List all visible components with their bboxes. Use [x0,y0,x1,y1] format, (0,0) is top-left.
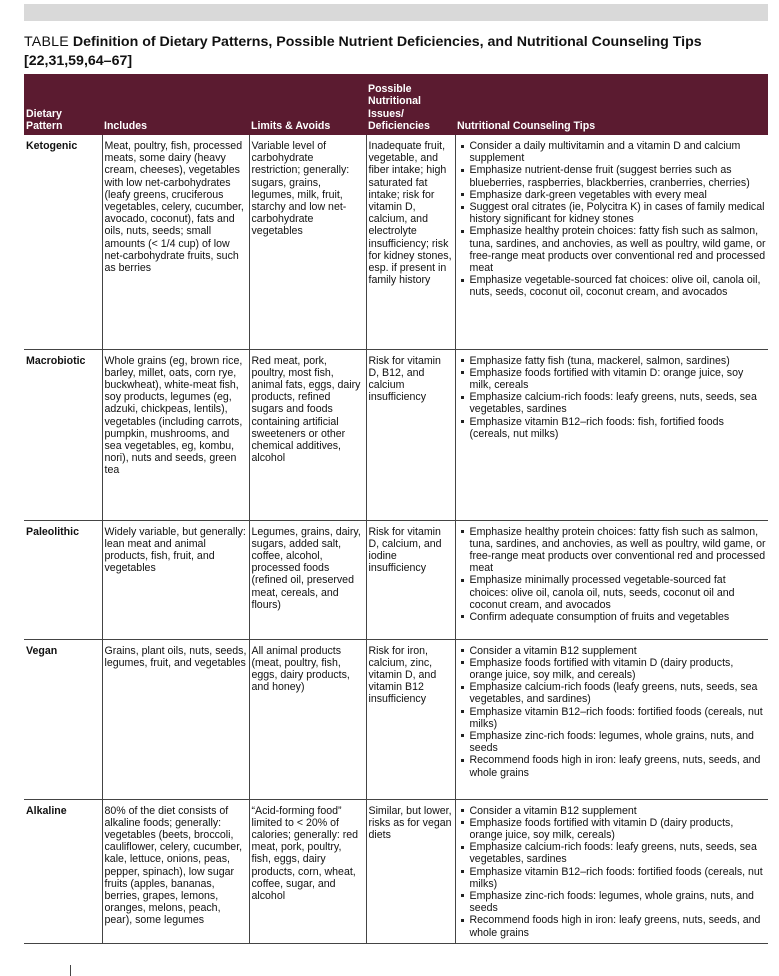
table-caption [24,33,768,71]
tips-list [459,645,767,779]
tip-item: Consider a daily multivitamin and a vitamin D and calcium supplement [459,140,767,164]
tip-item: Emphasize vitamin B12–rich foods: fish, fortified foods (cereals, nut milks) [459,416,767,440]
table-row [24,349,768,520]
header-limits: Limits & Avoids [249,74,366,135]
tips-list [459,140,767,299]
tip-item: Recommend foods high in iron: leafy greens, nuts, seeds, and whole grains [459,754,767,778]
tip-item: Recommend foods high in iron: leafy greens, nuts, seeds, and whole grains [459,914,767,938]
diet-table [24,74,768,944]
tips-list [459,526,767,624]
caption-title: Definition of Dietary Patterns, Possible Nutrient Deficiencies, and Nutritional Counseling Tips [22,31,59,64–67] [24,34,702,69]
tip-item: Emphasize dark-green vegetables with every meal [459,189,767,201]
header-row [24,74,768,135]
issues-cell: Risk for vitamin D, calcium, and iodine insufficiency [366,520,455,639]
limits-cell: All animal products (meat, poultry, fish, eggs, dairy products, and honey) [249,639,366,799]
pattern-cell: Ketogenic [24,135,102,349]
limits-cell: “Acid-forming food” limited to < 20% of calories; generally: red meat, pork, poultry, fish, eggs, dairy products, corn, wheat, coffee, sugar, and alcohol [249,799,366,943]
header-pattern: Dietary Pattern [24,74,102,135]
includes-cell: Grains, plant oils, nuts, seeds, legumes, fruit, and vegetables [102,639,249,799]
table-row [24,520,768,639]
table-row [24,135,768,349]
header-includes: Includes [102,74,249,135]
table-row [24,799,768,943]
tip-item: Emphasize fatty fish (tuna, mackerel, salmon, sardines) [459,355,767,367]
limits-cell: Variable level of carbohydrate restriction; generally: sugars, grains, legumes, milk, fruit, starchy and low net-carbohydrate vegetables [249,135,366,349]
header-tips: Nutritional Counseling Tips [455,74,768,135]
tip-item: Emphasize zinc-rich foods: legumes, whole grains, nuts, and seeds [459,890,767,914]
tip-item: Emphasize vitamin B12–rich foods: fortified foods (cereals, nut milks) [459,866,767,890]
tips-cell [455,135,768,349]
issues-cell: Risk for vitamin D, B12, and calcium insufficiency [366,349,455,520]
tip-item: Emphasize calcium-rich foods: leafy greens, nuts, seeds, sea vegetables, sardines [459,391,767,415]
limits-cell: Red meat, pork, poultry, most fish, animal fats, eggs, dairy products, refined sugars and foods containing artificial sweeteners or other chemical additives, alcohol [249,349,366,520]
tip-item: Consider a vitamin B12 supplement [459,645,767,657]
tips-cell [455,349,768,520]
tip-item: Emphasize calcium-rich foods: leafy greens, nuts, seeds, sea vegetables, sardines [459,841,767,865]
pattern-cell: Vegan [24,639,102,799]
tip-item: Emphasize healthy protein choices: fatty fish such as salmon, tuna, sardines, and anchovies, as well as poultry, wild game, or free-range meat products over conventional red and processed meat [459,225,767,274]
issues-cell: Risk for iron, calcium, zinc, vitamin D, and vitamin B12 insufficiency [366,639,455,799]
tip-item: Suggest oral citrates (ie, Polycitra K) in cases of family medical history significant for kidney stones [459,201,767,225]
tip-item: Emphasize foods fortified with vitamin D (dairy products, orange juice, soy milk, and cereals) [459,657,767,681]
tip-item: Emphasize foods fortified with vitamin D (dairy products, orange juice, soy milk, cereals) [459,817,767,841]
pattern-cell: Alkaline [24,799,102,943]
pattern-cell: Paleolithic [24,520,102,639]
tips-cell [455,639,768,799]
header-issues: Possible Nutritional Issues/ Deficiencies [366,74,455,135]
table-row [24,639,768,799]
tip-item: Emphasize zinc-rich foods: legumes, whole grains, nuts, and seeds [459,730,767,754]
tip-item: Consider a vitamin B12 supplement [459,805,767,817]
pattern-cell: Macrobiotic [24,349,102,520]
includes-cell: Whole grains (eg, brown rice, barley, millet, oats, corn rye, buckwheat), white-meat fish, soy products, legumes (eg, adzuki, chickpeas, lentils), vegetables (including carrots, pumpkin, mushrooms, and sea vegetables, eg, kombu, nori), nuts and seeds, green tea [102,349,249,520]
includes-cell: Meat, poultry, fish, processed meats, some dairy (heavy cream, cheeses), vegetables with low net-carbohydrates (leafy greens, cruciferous vegetables, celery, cucumber, avocado, coconut), fats and oils, nuts, seeds; small amounts (< 1/4 cup) of low net-carbohydrate fruits, such as berries [102,135,249,349]
caption-lead: TABLE [24,34,69,50]
tip-item: Emphasize minimally processed vegetable-sourced fat choices: olive oil, canola oil, nuts, seeds, coconut oil and coconut cream, and avocados [459,574,767,611]
tip-item: Emphasize nutrient-dense fruit (suggest berries such as blueberries, raspberries, blackberries, cranberries, cherries) [459,164,767,188]
tip-item: Emphasize foods fortified with vitamin D: orange juice, soy milk, cereals [459,367,767,391]
issues-cell: Inadequate fruit, vegetable, and fiber intake; high saturated fat intake; risk for vitamin D, calcium, and electrolyte insufficiency; risk for kidney stones, esp. if present in family history [366,135,455,349]
tips-cell [455,520,768,639]
tip-item: Emphasize calcium-rich foods (leafy greens, nuts, seeds, sea vegetables, and sardines) [459,681,767,705]
issues-cell: Similar, but lower, risks as for vegan diets [366,799,455,943]
tip-item: Emphasize healthy protein choices: fatty fish such as salmon, tuna, sardines, and anchovies, as well as poultry, wild game, or free-range meat products over conventional red and processed meat [459,526,767,575]
tips-cell [455,799,768,943]
includes-cell: 80% of the diet consists of alkaline foods; generally: vegetables (beets, broccoli, cauliflower, celery, cucumber, kale, lettuce, onions, peas, pepper, spinach), low sugar fruits (apples, bananas, berries, grapes, lemons, oranges, melons, peach, pear), some legumes [102,799,249,943]
tip-item: Confirm adequate consumption of fruits and vegetables [459,611,767,623]
tip-item: Emphasize vegetable-sourced fat choices: olive oil, canola oil, nuts, seeds, coconut oil, coconut cream, and avocados [459,274,767,298]
limits-cell: Legumes, grains, dairy, sugars, added salt, coffee, alcohol, processed foods (refined oil, preserved meat, cereals, and flours) [249,520,366,639]
bottom-divider-tick [70,965,71,976]
tips-list [459,805,767,939]
tips-list [459,355,767,440]
top-gray-bar [24,4,768,21]
includes-cell: Widely variable, but generally: lean meat and animal products, fish, fruit, and vegetables [102,520,249,639]
tip-item: Emphasize vitamin B12–rich foods: fortified foods (cereals, nut milks) [459,706,767,730]
